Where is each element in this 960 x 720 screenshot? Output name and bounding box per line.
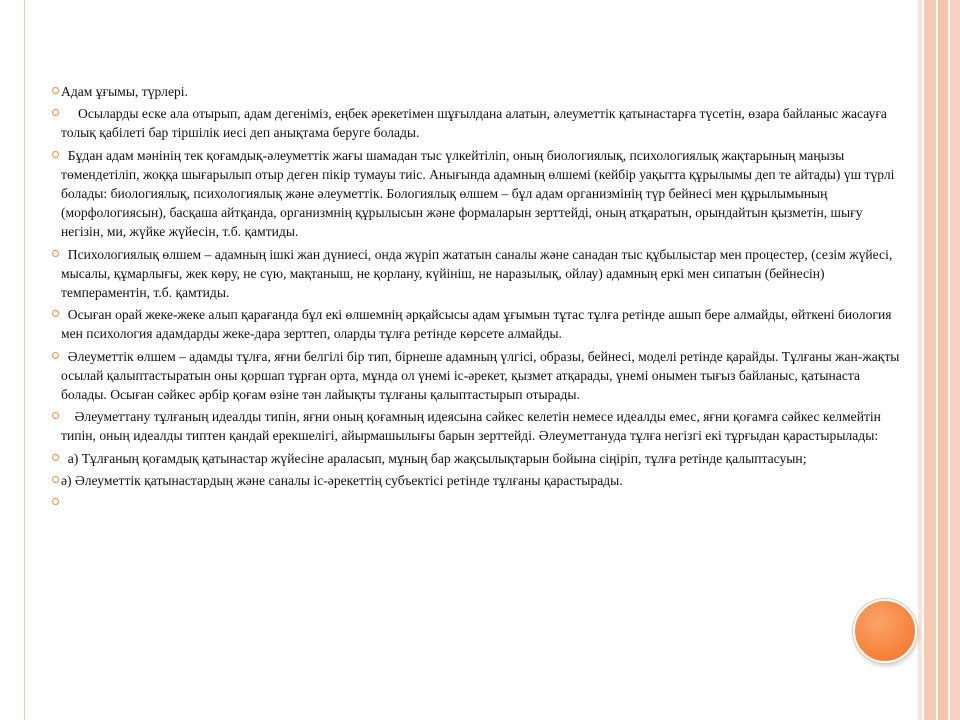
bullet-item xyxy=(54,82,904,101)
bullet-text: Әлеуметтану тұлғаның идеалды типін, яғни оның қоғамның идеясына сәйкес келетін немесе идеалды емес, яғни қоғамға сәйкес келмейтін типін, оның идеалды типтен қандай ерекшелігі, айырмашылығы барын зерттейді. Әлеуметтануда тұлға негізгі екі тұрғыдан қарастырылады: xyxy=(61,409,885,444)
circle-bullet-icon xyxy=(52,109,59,116)
bullet-item xyxy=(54,407,904,445)
circle-bullet-icon xyxy=(52,87,59,94)
bullet-item xyxy=(54,305,904,343)
stripe xyxy=(924,0,936,720)
bullet-text: Бұдан адам мәнінің тек қоғамдық-әлеуметтік жағы шамадан тыс үлкейтіліп, оның биологиялық, психологиялық жақтарының маңызы төмендетіліп, жоққа шығарылып отыр деген пікір тумауы тиіс. Анығында адамның өлшемі (кейбір уақытта құрылымы деп те айтады) үш түрлі болады: биологиялық, психологиялық және әлеуметтік. Бологиялық өлшем – бұл адам организмінің түр бейнесі мен құрылымының (морфологиясын), басқаша айтқанда, организмнің құрылысын және формаларын зерттейді, оның атқаратын, орындайтын қызметін, шығу негізін, ми, жүйке жүйесін, т.б. қамтиды. xyxy=(61,147,898,240)
circle-bullet-icon xyxy=(52,454,59,461)
circle-bullet-icon xyxy=(52,476,59,483)
bullet-item xyxy=(54,449,904,468)
circle-bullet-icon xyxy=(52,151,59,158)
bullet-text: Психологиялық өлшем – адамның ішкі жан дүниесі, онда жүріп жататын саналы және санадан тыс құбылыстар мен процестер, (сезім жүйесі, мысалы, құмарлығы, жек көру, не сүю, мақтаныш, не қорлану, күйініш, не наразылық, ойлау) адамның еркі мен сипатын (бейнесін) темпераментін, т.б. қамтиды. xyxy=(61,246,896,301)
stripe xyxy=(950,0,960,720)
bullet-item-empty xyxy=(54,493,904,512)
circle-bullet-icon xyxy=(52,310,59,317)
circle-bullet-icon xyxy=(52,498,59,505)
left-border-line xyxy=(24,0,25,720)
right-decorative-stripes xyxy=(918,0,960,720)
circle-bullet-icon xyxy=(52,352,59,359)
bullet-text: а) Тұлғаның қоғамдық қатынастар жүйесіне араласып, мұның бар жақсылықтарын бойына сіңіріп, тұлға ретінде қалыптасуын; xyxy=(61,450,807,466)
bullet-item xyxy=(54,245,904,303)
bullet-text: Осыған орай жеке-жеке алып қарағанда бұл екі өлшемнің әрқайсысы адам ұғымын тұтас тұлға ретінде ашып бере алмайды, өйткені биология мен психология адамдарды жеке-дара зерттеп, оларды тұлға ретінде көрсете алмайды. xyxy=(61,307,895,342)
bullet-item xyxy=(54,104,904,142)
bullet-text: ә) Әлеуметтік қатынастардың және саналы іс-әрекеттің субъектісі ретінде тұлғаны қарастырады. xyxy=(61,472,623,488)
circle-bullet-icon xyxy=(52,412,59,419)
bullet-text: Адам ұғымы, түрлері. xyxy=(61,84,188,99)
slide-content xyxy=(54,82,904,515)
bullet-text: Әлеуметтік өлшем – адамды тұлға, яғни белгілі бір тип, бірнеше адамның үлгісі, образы, бейнесі, моделі ретінде қарайды. Тұлғаны жан-жақты осылай қалыптастыратын оны қоршап тұрған орта, мұнда ол үнемі іс-әрекет, қызмет атқарады, үнемі онымен тығыз байланыс, қатынаста болады. Осыған сәйкес әрбір қоғам өзіне тән лайықты тұлғаны қалыптастырып отырады. xyxy=(61,348,903,403)
stripe xyxy=(938,0,948,720)
bullet-item xyxy=(54,347,904,405)
orange-circle-decoration xyxy=(853,599,917,663)
bullet-text: Осыларды еске ала отырып, адам дегеніміз, еңбек әрекетімен шұғылдана алатын, әлеуметтік қатынастарға түсетін, өзара байланыс жасауға толық қабілеті бар тіршілік иесі деп анықтама беруге болады. xyxy=(61,106,891,141)
circle-bullet-icon xyxy=(52,250,59,257)
bullet-item xyxy=(54,146,904,242)
bullet-item xyxy=(54,471,904,490)
